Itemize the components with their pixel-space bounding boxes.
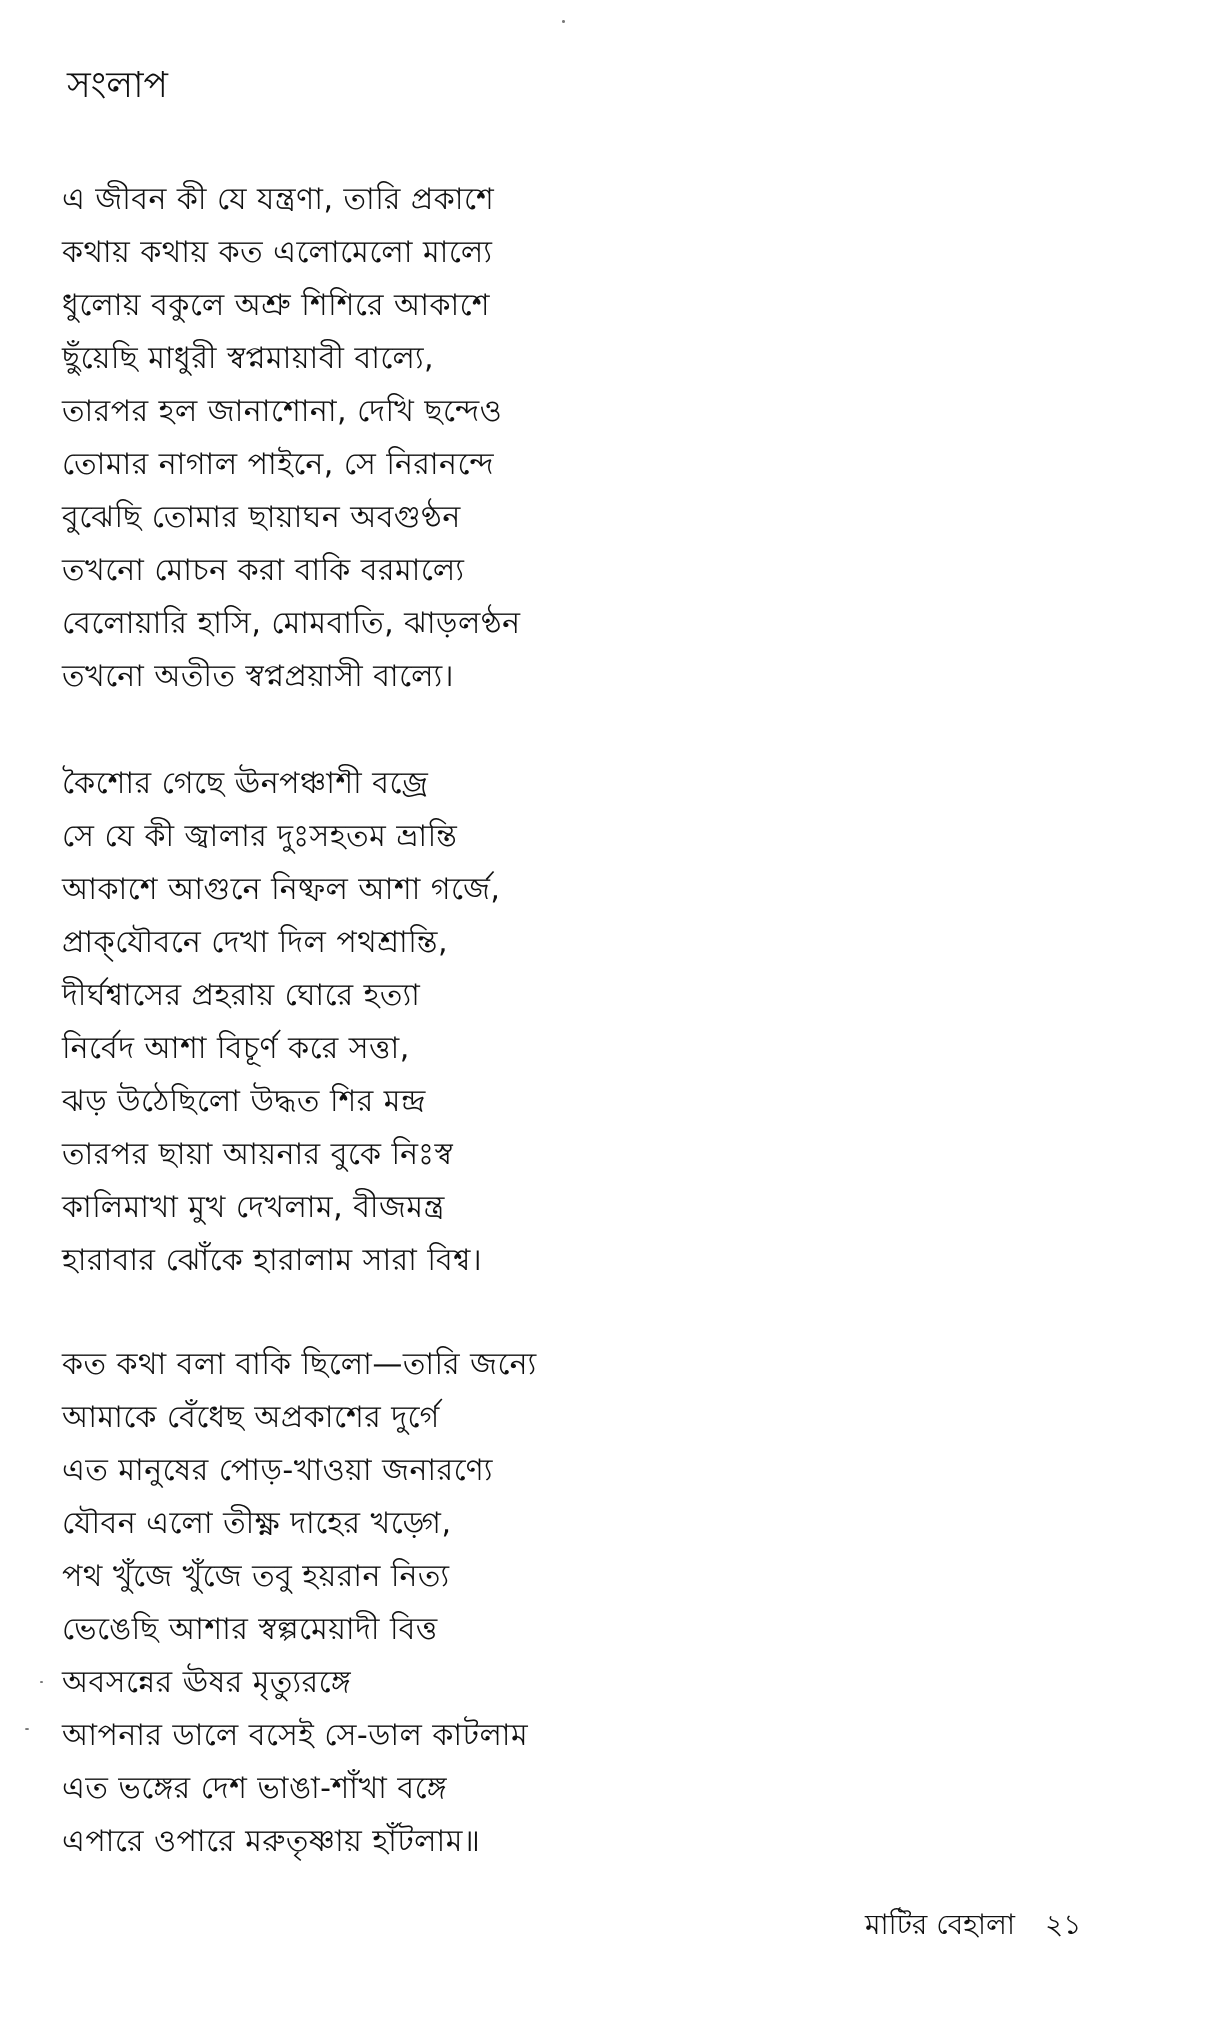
poem-line: হারাবার ঝোঁকে হারালাম সারা বিশ্ব।: [62, 1243, 483, 1278]
poem-line: এত ভঙ্গের দেশ ভাঙা-শাঁখা বঙ্গে: [62, 1771, 448, 1806]
poem-line: ধুলোয় বকুলে অশ্রু শিশিরে আকাশে: [62, 288, 490, 323]
poem-line: ঝড় উঠেছিলো উদ্ধত শির মন্দ্র: [62, 1084, 426, 1119]
stanza-1: [62, 173, 521, 703]
poem-line: কথায় কথায় কত এলোমেলো মাল্যে: [62, 235, 493, 270]
poem-line: কৈশোর গেছে ঊনপঞ্চাশী বজ্রে: [62, 766, 429, 801]
poem-line: কত কথা বলা বাকি ছিলো—তারি জন্যে: [62, 1347, 537, 1382]
poem-line: ভেঙেছি আশার স্বল্পমেয়াদী বিত্ত: [62, 1612, 438, 1647]
poem-title: সংলাপ: [67, 65, 168, 106]
poem-line: তখনো মোচন করা বাকি বরমাল্যে: [62, 553, 465, 588]
poem-line: বুঝেছি তোমার ছায়াঘন অবগুণ্ঠন: [62, 500, 461, 535]
scan-speck: [25, 1728, 29, 1730]
poem-line: তারপর ছায়া আয়নার বুকে নিঃস্ব: [62, 1137, 454, 1172]
stanza-2: [62, 757, 500, 1287]
poem-line: প্রাক্‌যৌবনে দেখা দিল পথশ্রান্তি,: [62, 925, 449, 960]
page-number: ২১: [1045, 1908, 1082, 1941]
poem-line: বেলোয়ারি হাসি, মোমবাতি, ঝাড়লণ্ঠন: [62, 606, 521, 641]
poem-line: আমাকে বেঁধেছ অপ্রকাশের দুর্গে: [62, 1400, 440, 1435]
poem-line: আপনার ডালে বসেই সে-ডাল কাটলাম: [62, 1718, 529, 1753]
poem-line: নির্বেদ আশা বিচূর্ণ করে সত্তা,: [62, 1031, 410, 1066]
book-title: মাটির বেহালা: [865, 1908, 1015, 1941]
poem-line: ছুঁয়েছি মাধুরী স্বপ্নমায়াবী বাল্যে,: [62, 341, 435, 376]
poem-line: তারপর হল জানাশোনা, দেখি ছন্দেও: [62, 394, 503, 429]
stanza-3: [62, 1338, 537, 1868]
poem-line: অবসন্নের ঊষর মৃত্যুরঙ্গে: [62, 1665, 352, 1700]
poem-line: তখনো অতীত স্বপ্নপ্রয়াসী বাল্যে।: [62, 659, 454, 694]
poem-line: এ জীবন কী যে যন্ত্রণা, তারি প্রকাশে: [62, 182, 495, 217]
poem-line: আকাশে আগুনে নিষ্ফল আশা গর্জে,: [62, 872, 501, 907]
scan-speck: [40, 1681, 43, 1683]
poem-line: সে যে কী জ্বালার দুঃসহতম ভ্রান্তি: [62, 819, 458, 854]
page-footer: [865, 1905, 1081, 1945]
poem-line: তোমার নাগাল পাইনে, সে নিরানন্দে: [62, 447, 495, 482]
poem-line: যৌবন এলো তীক্ষ্ণ দাহের খড়্গে,: [62, 1506, 452, 1541]
poem-line: এপারে ওপারে মরুতৃষ্ণায় হাঁটলাম॥: [62, 1824, 481, 1859]
poem-line: কালিমাখা মুখ দেখলাম, বীজমন্ত্র: [62, 1190, 445, 1225]
poem-line: দীর্ঘশ্বাসের প্রহরায় ঘোরে হত্যা: [62, 978, 421, 1013]
poem-line: পথ খুঁজে খুঁজে তবু হয়রান নিত্য: [62, 1559, 450, 1594]
scan-speck: [562, 20, 565, 23]
poem-line: এত মানুষের পোড়-খাওয়া জনারণ্যে: [62, 1453, 493, 1488]
